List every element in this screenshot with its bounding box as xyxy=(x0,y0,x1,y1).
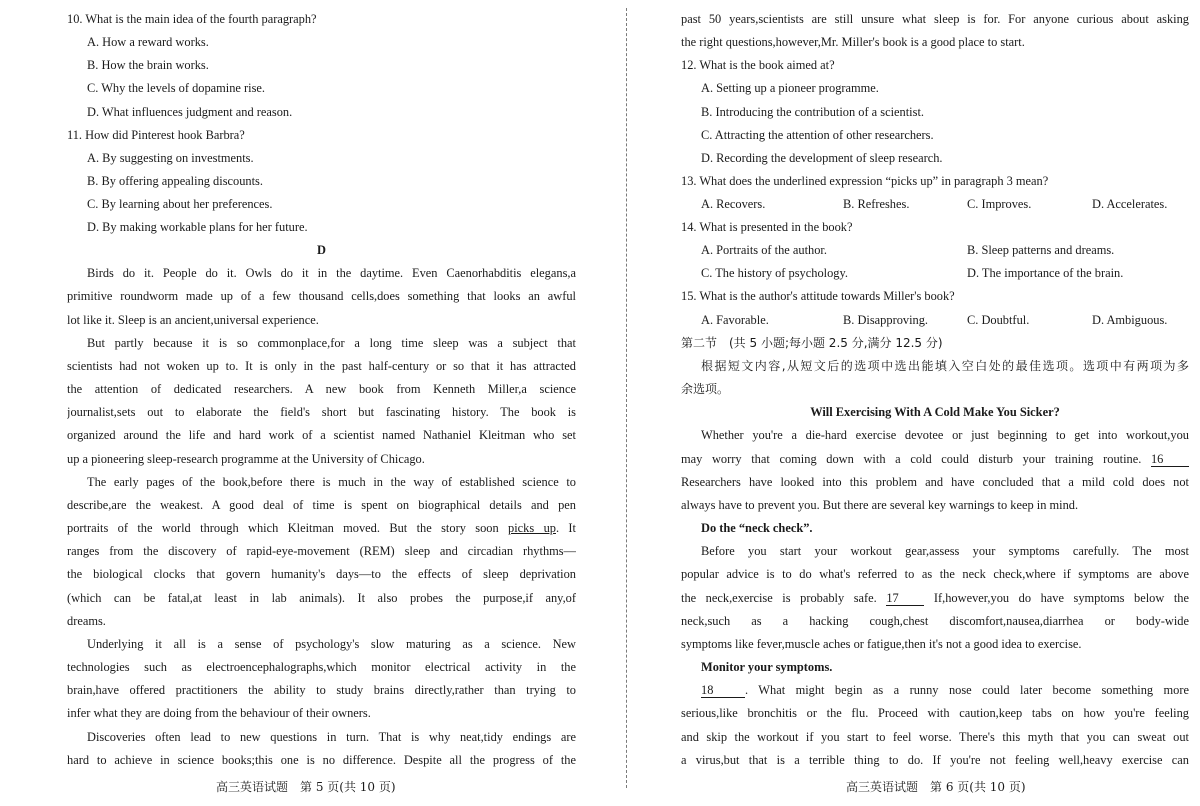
blank-18: 18 xyxy=(701,684,745,698)
passage-paragraph-2-line: Before you start your workout gear,assess your symptoms carefully. The most xyxy=(701,544,1189,558)
passage-paragraph-2-line: symptoms like fever,muscle aches or fatigue,then it's not a good idea to exercise. xyxy=(681,637,1082,651)
passage-paragraph-2-line: neck,such as a hacking cough,chest discomfort,nausea,diarrhea or body-wide xyxy=(681,614,1189,628)
question-10-stem: 10. What is the main idea of the fourth paragraph? xyxy=(67,12,317,26)
question-11-option-c: C. By learning about her preferences. xyxy=(87,197,273,211)
continued-line: past 50 years,scientists are still unsure what sleep is for. For anyone curious about asking xyxy=(681,12,1189,26)
paragraph-4-line: brain,have offered practitioners the ability to study brains directly,rather than trying to xyxy=(67,683,576,697)
question-10-option-d: D. What influences judgment and reason. xyxy=(87,105,293,119)
paragraph-4-line: Underlying it all is a sense of psychology's slow maturing as a science. New xyxy=(87,637,576,651)
continued-line: the right questions,however,Mr. Miller's book is a good place to start. xyxy=(681,35,1025,49)
question-11-option-d: D. By making workable plans for her future. xyxy=(87,220,308,234)
question-11-option-a: A. By suggesting on investments. xyxy=(87,151,254,165)
passage-paragraph-2-line xyxy=(681,590,1189,606)
blank-17: 17 xyxy=(886,592,924,606)
question-13-option-a: A. Recovers. xyxy=(701,197,766,211)
paragraph-3-text: portraits of the world through which Kleitman moved. But the story soon xyxy=(67,521,499,535)
passage-text: may worry that coming down with a cold could disturb your training routine. xyxy=(681,452,1142,466)
question-11-option-b: B. By offering appealing discounts. xyxy=(87,174,263,188)
question-14-option-a: A. Portraits of the author. xyxy=(701,243,827,257)
paragraph-3-line: (which can be fatal,at least in lab animals). It also probes the purpose,if any,of xyxy=(67,591,576,605)
paragraph-1-line: lot like it. Sleep is an ancient,universal experience. xyxy=(67,313,319,327)
question-15-option-b: B. Disapproving. xyxy=(843,313,929,327)
paragraph-4-line: technologies such as electroencephalographs,which monitor electrical activity in the xyxy=(67,660,576,674)
paragraph-3-line: describe,are the weakest. A good deal of time is spent on biographical details and pen xyxy=(67,498,576,512)
question-12-option-a: A. Setting up a pioneer programme. xyxy=(701,81,879,95)
paragraph-2-line: But partly because it is so commonplace,for a long time sleep was a subject that xyxy=(87,336,576,350)
passage-title: Will Exercising With A Cold Make You Sicker? xyxy=(810,405,1060,419)
passage-paragraph-1-line xyxy=(681,451,1189,467)
paragraph-2-line: journalist,sets out to elaborate the field's short but fascinating history. The book is xyxy=(67,405,576,419)
question-15-stem: 15. What is the author's attitude towards Miller's book? xyxy=(681,289,955,303)
blank-16: 16 xyxy=(1151,453,1189,467)
question-12-option-d: D. Recording the development of sleep research. xyxy=(701,151,943,165)
paragraph-4-line: infer what they are doing from the behaviour of their owners. xyxy=(67,706,371,720)
footer-page-5: 高三英语试题 第 5 页(共 10 页) xyxy=(216,780,396,794)
subheading-neck-check: Do the “neck check”. xyxy=(701,521,813,535)
passage-paragraph-3-line: serious,like bronchitis or the flu. Proceed with caution,keep tabs on how you're feeling xyxy=(681,706,1189,720)
question-13-stem: 13. What does the underlined expression “picks up” in paragraph 3 mean? xyxy=(681,174,1049,188)
instructions-line: 余选项。 xyxy=(681,382,730,396)
passage-paragraph-2-line: popular advice is to do what's referred to as the neck check,where if symptoms are above xyxy=(681,567,1189,581)
passage-text: If,however,you do have symptoms below the xyxy=(933,591,1189,605)
page-divider xyxy=(626,8,627,788)
question-14-stem: 14. What is presented in the book? xyxy=(681,220,853,234)
paragraph-5-line: Discoveries often lead to new questions in turn. That is why neat,tidy endings are xyxy=(87,730,576,744)
question-13-option-c: C. Improves. xyxy=(967,197,1032,211)
question-12-option-c: C. Attracting the attention of other researchers. xyxy=(701,128,934,142)
paragraph-5-line: hard to achieve in science books;this one is no difference. Despite all the progress of the xyxy=(67,753,576,767)
paragraph-3-line: the biological clocks that govern humanity's days—to the effects of sleep deprivation xyxy=(67,567,576,581)
question-13-option-d: D. Accelerates. xyxy=(1092,197,1168,211)
question-15-option-a: A. Favorable. xyxy=(701,313,769,327)
section-d-heading: D xyxy=(317,243,326,257)
paragraph-3-text: . It xyxy=(555,521,576,535)
paragraph-3-line xyxy=(67,520,576,536)
paragraph-3-line: ranges from the discovery of rapid-eye-movement (REM) sleep and circadian rhythms— xyxy=(67,544,576,558)
paragraph-2-line: up a pioneering sleep-research programme at the University of Chicago. xyxy=(67,452,425,466)
paragraph-2-line: the attention of dedicated researchers. A new book from Kenneth Miller,a science xyxy=(67,382,576,396)
question-12-option-b: B. Introducing the contribution of a scientist. xyxy=(701,105,924,119)
passage-text: . What might begin as a runny nose could later become something more xyxy=(745,683,1189,697)
paragraph-1-line: Birds do it. People do it. Owls do it in the daytime. Even Caenorhabditis elegans,a xyxy=(87,266,576,280)
question-14-option-c: C. The history of psychology. xyxy=(701,266,848,280)
paragraph-2-line: scientists had not woken up to. It is only in the past half-century or so that it has attracted xyxy=(67,359,576,373)
footer-page-6: 高三英语试题 第 6 页(共 10 页) xyxy=(846,780,1026,794)
passage-paragraph-3-line: a virus,but that is a terrible thing to do. If you're not feeling well,heavy exercise can xyxy=(681,753,1189,767)
question-13-option-b: B. Refreshes. xyxy=(843,197,910,211)
passage-paragraph-3-line xyxy=(701,682,1189,698)
passage-paragraph-1-line: Whether you're a die-hard exercise devotee or just beginning to get into workout,you xyxy=(701,428,1189,442)
question-15-option-d: D. Ambiguous. xyxy=(1092,313,1168,327)
paragraph-1-line: primitive roundworm made up of a few thousand cells,does something that looks an awful xyxy=(67,289,576,303)
passage-text: the neck,exercise is probably safe. xyxy=(681,591,877,605)
question-10-option-a: A. How a reward works. xyxy=(87,35,209,49)
question-15-option-c: C. Doubtful. xyxy=(967,313,1030,327)
question-10-option-b: B. How the brain works. xyxy=(87,58,209,72)
passage-paragraph-1-line: always have to prevent you. But there are several key warnings to keep in mind. xyxy=(681,498,1079,512)
passage-paragraph-3-line: and skip the workout if you start to feel worse. There's this myth that you can sweat out xyxy=(681,730,1189,744)
question-12-stem: 12. What is the book aimed at? xyxy=(681,58,835,72)
subheading-monitor-symptoms: Monitor your symptoms. xyxy=(701,660,833,674)
paragraph-3-line: dreams. xyxy=(67,614,106,628)
question-11-stem: 11. How did Pinterest hook Barbra? xyxy=(67,128,245,142)
underlined-picks-up: picks up xyxy=(508,521,556,535)
paragraph-3-line: The early pages of the book,before there is much in the way of established science to xyxy=(87,475,576,489)
question-14-option-b: B. Sleep patterns and dreams. xyxy=(967,243,1115,257)
section-2-heading: 第二节 (共 5 小题;每小题 2.5 分,满分 12.5 分) xyxy=(681,336,943,350)
question-10-option-c: C. Why the levels of dopamine rise. xyxy=(87,81,266,95)
instructions-line: 根据短文内容,从短文后的选项中选出能填入空白处的最佳选项。选项中有两项为多 xyxy=(701,359,1189,373)
paragraph-2-line: organized around the life and hard work of a scientist named Nathaniel Kleitman who set xyxy=(67,428,576,442)
question-14-option-d: D. The importance of the brain. xyxy=(967,266,1124,280)
passage-paragraph-1-line: Researchers have looked into this problem and have concluded that a mild cold does not xyxy=(681,475,1189,489)
